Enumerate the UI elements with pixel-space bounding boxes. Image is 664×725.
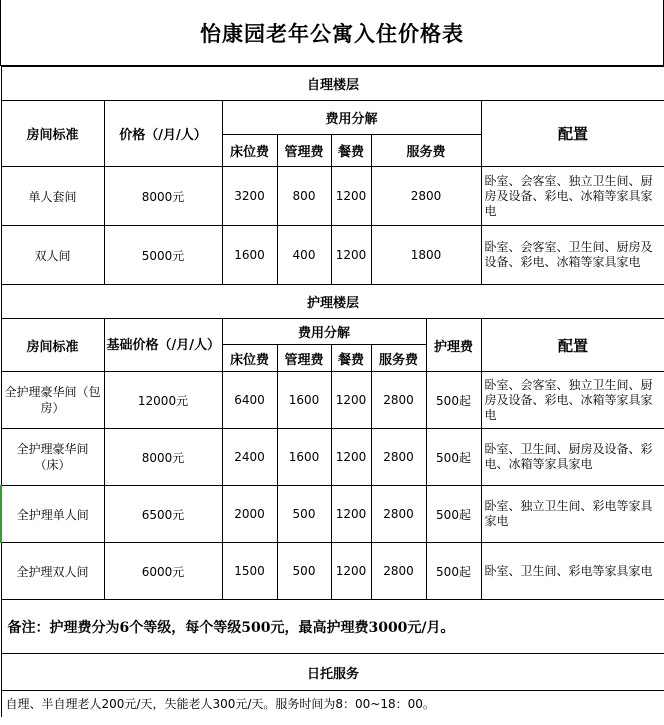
header-bed: 床位费 bbox=[222, 135, 277, 167]
bed-fee: 2400 bbox=[222, 429, 277, 486]
header-care-fee: 护理费 bbox=[426, 319, 481, 372]
header-mgmt: 管理费 bbox=[277, 345, 331, 372]
bed-fee: 1600 bbox=[222, 226, 277, 285]
mgmt-fee: 500 bbox=[277, 486, 331, 543]
config-text: 卧室、会客室、卫生间、厨房及设备、彩电、冰箱等家具家电 bbox=[481, 226, 664, 285]
price-value: 12000元 bbox=[104, 372, 222, 429]
care-fee: 500起 bbox=[426, 543, 481, 600]
config-text: 卧室、卫生间、厨房及设备、彩电、冰箱等家具家电 bbox=[481, 429, 664, 486]
day-care-text: 自理、半自理老人200元/天，失能老人300元/天。服务时间为8：00~18：00。 bbox=[1, 691, 664, 717]
bed-fee: 6400 bbox=[222, 372, 277, 429]
section-self-care: 自理楼层 bbox=[1, 67, 664, 101]
price-value: 6500元 bbox=[104, 486, 222, 543]
table-row bbox=[1, 167, 664, 226]
header-config: 配置 bbox=[481, 101, 664, 167]
meal-fee: 1200 bbox=[331, 167, 371, 226]
table-row bbox=[1, 372, 664, 429]
service-fee: 2800 bbox=[371, 543, 426, 600]
header-meal: 餐费 bbox=[331, 345, 371, 372]
config-text: 卧室、会客室、独立卫生间、厨房及设备、彩电、冰箱等家具家电 bbox=[481, 167, 664, 226]
config-text: 卧室、独立卫生间、彩电等家具家电 bbox=[481, 486, 664, 543]
mgmt-fee: 1600 bbox=[277, 429, 331, 486]
service-fee: 1800 bbox=[371, 226, 481, 285]
service-fee: 2800 bbox=[371, 372, 426, 429]
header-base-price: 基础价格（/月/人） bbox=[104, 319, 222, 372]
room-name: 全护理双人间 bbox=[1, 543, 104, 600]
price-value: 6000元 bbox=[104, 543, 222, 600]
header-config: 配置 bbox=[481, 319, 664, 372]
room-name: 双人间 bbox=[1, 226, 104, 285]
mgmt-fee: 1600 bbox=[277, 372, 331, 429]
header-meal: 餐费 bbox=[331, 135, 371, 167]
room-name: 全护理豪华间（床） bbox=[1, 429, 104, 486]
price-value: 8000元 bbox=[104, 167, 222, 226]
meal-fee: 1200 bbox=[331, 429, 371, 486]
table-row bbox=[1, 226, 664, 285]
meal-fee: 1200 bbox=[331, 226, 371, 285]
header-room: 房间标准 bbox=[1, 319, 104, 372]
header-breakdown: 费用分解 bbox=[222, 101, 481, 135]
header-service: 服务费 bbox=[371, 345, 426, 372]
table-row bbox=[1, 543, 664, 600]
note-text: 备注：护理费分为6个等级，每个等级500元，最高护理费3000元/月。 bbox=[1, 600, 664, 654]
bed-fee: 3200 bbox=[222, 167, 277, 226]
service-fee: 2800 bbox=[371, 429, 426, 486]
care-fee: 500起 bbox=[426, 372, 481, 429]
room-name: 全护理豪华间（包房） bbox=[1, 372, 104, 429]
config-text: 卧室、会客室、独立卫生间、厨房及设备、彩电、冰箱等家具家电 bbox=[481, 372, 664, 429]
table-row bbox=[1, 486, 664, 543]
page-title: 怡康园老年公寓入住价格表 bbox=[0, 0, 664, 66]
service-fee: 2800 bbox=[371, 486, 426, 543]
header-room: 房间标准 bbox=[1, 101, 104, 167]
bed-fee: 1500 bbox=[222, 543, 277, 600]
care-fee: 500起 bbox=[426, 429, 481, 486]
meal-fee: 1200 bbox=[331, 372, 371, 429]
room-name: 单人套间 bbox=[1, 167, 104, 226]
mgmt-fee: 500 bbox=[277, 543, 331, 600]
table-row bbox=[1, 429, 664, 486]
header-service: 服务费 bbox=[371, 135, 481, 167]
mgmt-fee: 400 bbox=[277, 226, 331, 285]
price-value: 5000元 bbox=[104, 226, 222, 285]
care-fee: 500起 bbox=[426, 486, 481, 543]
meal-fee: 1200 bbox=[331, 486, 371, 543]
section-nursing: 护理楼层 bbox=[1, 285, 664, 319]
room-name: 全护理单人间 bbox=[1, 486, 104, 543]
service-fee: 2800 bbox=[371, 167, 481, 226]
header-mgmt: 管理费 bbox=[277, 135, 331, 167]
price-table bbox=[0, 66, 664, 717]
bed-fee: 2000 bbox=[222, 486, 277, 543]
header-price: 价格（/月/人） bbox=[104, 101, 222, 167]
section-day-care: 日托服务 bbox=[1, 654, 664, 691]
meal-fee: 1200 bbox=[331, 543, 371, 600]
config-text: 卧室、卫生间、彩电等家具家电 bbox=[481, 543, 664, 600]
header-breakdown: 费用分解 bbox=[222, 319, 426, 345]
price-value: 8000元 bbox=[104, 429, 222, 486]
header-bed: 床位费 bbox=[222, 345, 277, 372]
mgmt-fee: 800 bbox=[277, 167, 331, 226]
